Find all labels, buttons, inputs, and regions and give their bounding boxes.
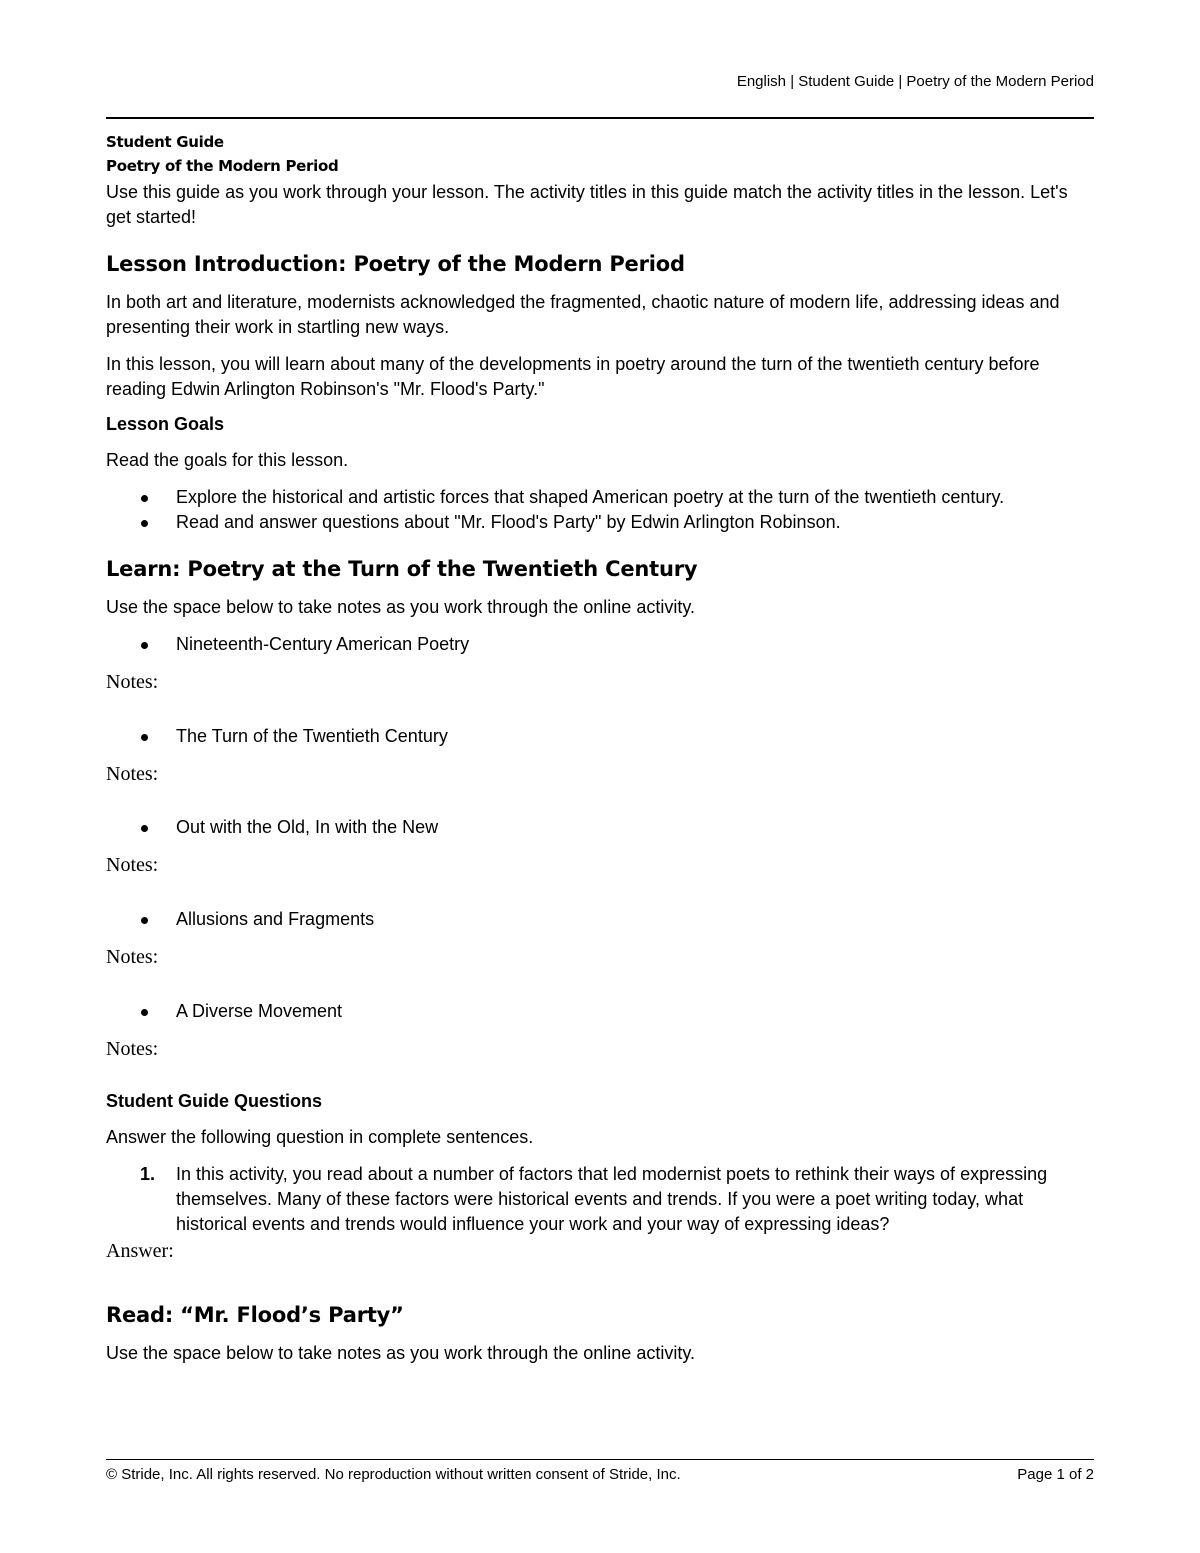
topic-text: Allusions and Fragments [176, 909, 375, 929]
read-instruction: Use the space below to take notes as you work through the online activity. [106, 1343, 695, 1363]
notes-label: Notes: [106, 1038, 159, 1060]
lesson-intro-paragraph-1: In both art and literature, modernists acknowledged the fragmented, chaotic nature of modern life, addressing ideas and presenting their work in startling new ways. [106, 292, 1060, 337]
goal-item [106, 510, 1094, 535]
lesson-intro-heading: Lesson Introduction: Poetry of the Modern Period [106, 252, 685, 276]
header-divider [106, 117, 1094, 119]
running-header: English | Student Guide | Poetry of the Modern Period [736, 73, 1094, 90]
bullet-icon [141, 495, 148, 502]
topic-list [106, 907, 1094, 932]
notes-label: Notes: [106, 946, 159, 968]
bullet-icon [141, 520, 148, 527]
topic-text: Nineteenth-Century American Poetry [176, 634, 470, 654]
document-body [106, 130, 1094, 1366]
topic-list [106, 815, 1094, 840]
topic-list [106, 632, 1094, 657]
guide-title: Poetry of the Modern Period [106, 157, 339, 175]
goal-item [106, 485, 1094, 510]
guide-intro: Use this guide as you work through your lesson. The activity titles in this guide match the activity titles in the lesson. Let's get started! [106, 182, 1068, 227]
page-number: Page 1 of 2 [1017, 1466, 1094, 1483]
learn-heading: Learn: Poetry at the Turn of the Twentieth Century [106, 557, 698, 581]
topic-list [106, 999, 1094, 1024]
bullet-icon [141, 917, 148, 924]
lesson-goals-heading: Lesson Goals [106, 414, 225, 434]
topic-item [106, 632, 1094, 657]
topic-item [106, 815, 1094, 840]
question-text: In this activity, you read about a number of factors that led modernist poets to rethink their ways of expressing themselves. Many of these factors were historical events and trends. If you were a poet writing today, what historical events and trends would influence your work and your way of expressing ideas? [176, 1164, 1048, 1234]
answer-label: Answer: [106, 1240, 174, 1262]
topic-item [106, 907, 1094, 932]
read-heading: Read: “Mr. Flood’s Party” [106, 1303, 404, 1327]
bullet-icon [141, 734, 148, 741]
questions-instruction: Answer the following question in complete sentences. [106, 1127, 534, 1147]
bullet-icon [141, 1009, 148, 1016]
topic-item [106, 724, 1094, 749]
bullet-icon [141, 642, 148, 649]
topic-item [106, 999, 1094, 1024]
lesson-intro-paragraph-2: In this lesson, you will learn about many of the developments in poetry around the turn of the twentieth century before reading Edwin Arlington Robinson's "Mr. Flood's Party." [106, 354, 1040, 399]
lesson-goals-list [106, 485, 1094, 535]
bullet-icon [141, 825, 148, 832]
guide-label: Student Guide [106, 133, 224, 151]
notes-label: Notes: [106, 854, 159, 876]
topic-text: Out with the Old, In with the New [176, 817, 439, 837]
copyright-notice: © Stride, Inc. All rights reserved. No reproduction without written consent of Stride, Inc. [106, 1466, 681, 1483]
question-number: 1. [140, 1164, 156, 1184]
topic-text: The Turn of the Twentieth Century [176, 726, 448, 746]
notes-label: Notes: [106, 671, 159, 693]
question-list [106, 1162, 1094, 1237]
footer-divider [106, 1459, 1094, 1460]
learn-instruction: Use the space below to take notes as you work through the online activity. [106, 597, 695, 617]
question-item [106, 1162, 1094, 1237]
topic-text: A Diverse Movement [176, 1001, 343, 1021]
lesson-goals-intro: Read the goals for this lesson. [106, 450, 349, 470]
goal-text: Read and answer questions about "Mr. Flood's Party" by Edwin Arlington Robinson. [176, 512, 841, 532]
questions-heading: Student Guide Questions [106, 1091, 323, 1111]
goal-text: Explore the historical and artistic forces that shaped American poetry at the turn of the twentieth century. [176, 487, 1005, 507]
notes-label: Notes: [106, 763, 159, 785]
topic-list [106, 724, 1094, 749]
